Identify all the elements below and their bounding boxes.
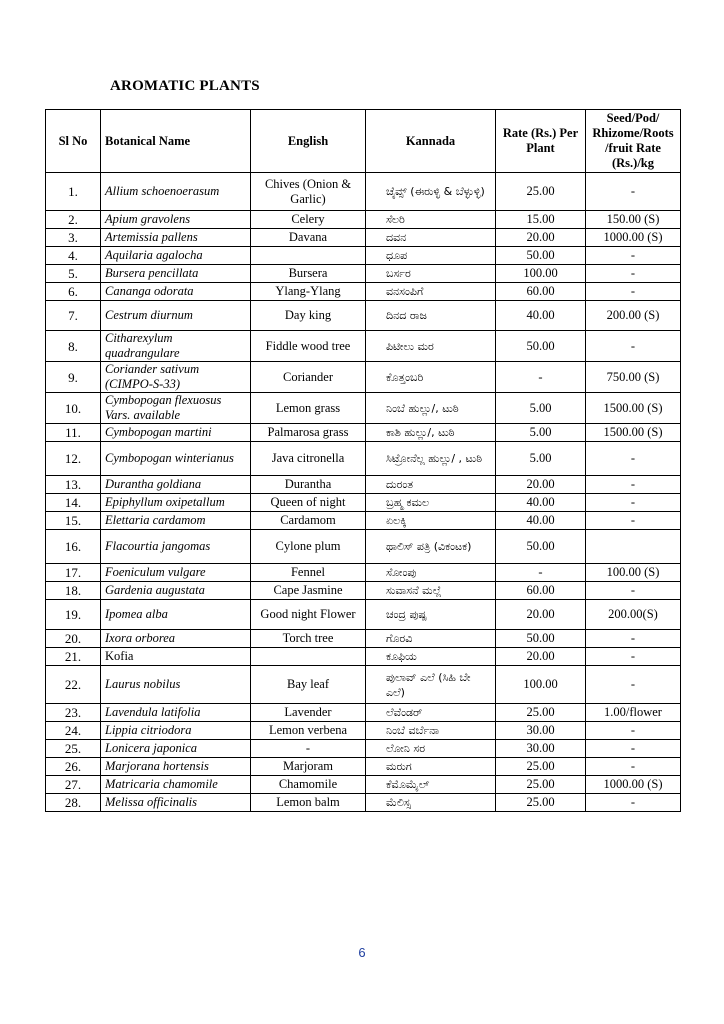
cell-botanical-name: Matricaria chamomile xyxy=(101,776,251,794)
cell-english: Chives (Onion & Garlic) xyxy=(251,173,366,211)
cell-sl-no: 8. xyxy=(46,331,101,362)
cell-botanical-name: Laurus nobilus xyxy=(101,666,251,704)
cell-botanical-name: Marjorana hortensis xyxy=(101,758,251,776)
cell-botanical-name: Lippia citriodora xyxy=(101,722,251,740)
cell-botanical-name: Melissa officinalis xyxy=(101,794,251,812)
table-row xyxy=(46,758,681,776)
cell-sl-no: 15. xyxy=(46,512,101,530)
cell-rate-per-plant: 60.00 xyxy=(496,283,586,301)
table-row xyxy=(46,582,681,600)
cell-seed-rate: 200.00(S) xyxy=(586,600,681,630)
cell-kannada: ಚೈವ್ಸ್ (ಈರುಳ್ಳಿ & ಬೆಳ್ಳುಳ್ಳಿ) xyxy=(366,173,496,211)
table-row xyxy=(46,362,681,393)
cell-kannada: ಪಿಟೀಲು ಮರ xyxy=(366,331,496,362)
cell-botanical-name: Lonicera japonica xyxy=(101,740,251,758)
cell-kannada: ವನಸಂಪಿಗೆ xyxy=(366,283,496,301)
cell-english: Celery xyxy=(251,211,366,229)
cell-english: Day king xyxy=(251,301,366,331)
cell-botanical-name: Gardenia augustata xyxy=(101,582,251,600)
cell-english: Bursera xyxy=(251,265,366,283)
cell-sl-no: 3. xyxy=(46,229,101,247)
cell-rate-per-plant: 50.00 xyxy=(496,247,586,265)
cell-sl-no: 22. xyxy=(46,666,101,704)
cell-rate-per-plant: - xyxy=(496,564,586,582)
cell-botanical-name: Lavendula latifolia xyxy=(101,704,251,722)
table-row xyxy=(46,530,681,564)
cell-sl-no: 7. xyxy=(46,301,101,331)
cell-english: Cardamom xyxy=(251,512,366,530)
cell-rate-per-plant: 60.00 xyxy=(496,582,586,600)
table-row xyxy=(46,494,681,512)
cell-sl-no: 5. xyxy=(46,265,101,283)
table-row xyxy=(46,794,681,812)
cell-sl-no: 9. xyxy=(46,362,101,393)
cell-rate-per-plant: 25.00 xyxy=(496,794,586,812)
header-row xyxy=(46,110,681,173)
cell-sl-no: 21. xyxy=(46,648,101,666)
cell-sl-no: 6. xyxy=(46,283,101,301)
cell-english: Cylone plum xyxy=(251,530,366,564)
cell-sl-no: 4. xyxy=(46,247,101,265)
cell-seed-rate: - xyxy=(586,512,681,530)
cell-seed-rate: - xyxy=(586,331,681,362)
cell-kannada: ಕೊತ್ತಂಬರಿ xyxy=(366,362,496,393)
cell-sl-no: 13. xyxy=(46,476,101,494)
cell-english: Fennel xyxy=(251,564,366,582)
cell-english: Palmarosa grass xyxy=(251,424,366,442)
table-row xyxy=(46,247,681,265)
cell-kannada: ನಿಂಬೆ ವರ್ಬೆನಾ xyxy=(366,722,496,740)
cell-english: Fiddle wood tree xyxy=(251,331,366,362)
table-row xyxy=(46,512,681,530)
table-row xyxy=(46,211,681,229)
cell-seed-rate: - xyxy=(586,740,681,758)
cell-seed-rate xyxy=(586,530,681,564)
table-row xyxy=(46,648,681,666)
cell-english: Lavender xyxy=(251,704,366,722)
cell-english: Lemon grass xyxy=(251,393,366,424)
cell-botanical-name: Cymbopogan winterianus xyxy=(101,442,251,476)
cell-sl-no: 20. xyxy=(46,630,101,648)
cell-seed-rate: - xyxy=(586,247,681,265)
cell-rate-per-plant: 20.00 xyxy=(496,648,586,666)
cell-english: Lemon verbena xyxy=(251,722,366,740)
cell-kannada: ಸಿಟ್ರೋನೆಲ್ಲ ಹುಲ್ಲು/ , ಟುಠಿ xyxy=(366,442,496,476)
cell-botanical-name: Foeniculum vulgare xyxy=(101,564,251,582)
cell-rate-per-plant: 25.00 xyxy=(496,173,586,211)
cell-rate-per-plant: 25.00 xyxy=(496,758,586,776)
cell-english: Cape Jasmine xyxy=(251,582,366,600)
cell-seed-rate: - xyxy=(586,283,681,301)
cell-english: Durantha xyxy=(251,476,366,494)
cell-kannada: ಲೋನಿ ಸರ xyxy=(366,740,496,758)
cell-kannada: ಮೆಲಿಸ್ಸ xyxy=(366,794,496,812)
cell-seed-rate: 200.00 (S) xyxy=(586,301,681,331)
table-row xyxy=(46,331,681,362)
table-row xyxy=(46,476,681,494)
cell-sl-no: 17. xyxy=(46,564,101,582)
cell-kannada: ಧೂಪ xyxy=(366,247,496,265)
table-row xyxy=(46,722,681,740)
cell-botanical-name: Cymbopogan martini xyxy=(101,424,251,442)
cell-english: Marjoram xyxy=(251,758,366,776)
cell-kannada: ಕಾಶಿ ಹುಲ್ಲು/, ಟುಠಿ xyxy=(366,424,496,442)
cell-kannada: ಗೊರವಿ xyxy=(366,630,496,648)
cell-sl-no: 28. xyxy=(46,794,101,812)
cell-botanical-name: Cananga odorata xyxy=(101,283,251,301)
cell-sl-no: 11. xyxy=(46,424,101,442)
cell-seed-rate: - xyxy=(586,173,681,211)
cell-kannada: ಮರುಗ xyxy=(366,758,496,776)
cell-rate-per-plant: 5.00 xyxy=(496,393,586,424)
cell-sl-no: 27. xyxy=(46,776,101,794)
header-seed-rate: Seed/Pod/ Rhizome/Roots /fruit Rate (Rs.)/kg xyxy=(586,110,681,173)
cell-botanical-name: Citharexylum quadrangulare xyxy=(101,331,251,362)
cell-botanical-name: Cymbopogan flexuosus Vars. available xyxy=(101,393,251,424)
cell-seed-rate: - xyxy=(586,265,681,283)
cell-seed-rate: 1.00/flower xyxy=(586,704,681,722)
cell-seed-rate: 1000.00 (S) xyxy=(586,229,681,247)
header-sl-no: Sl No xyxy=(46,110,101,173)
cell-english xyxy=(251,648,366,666)
cell-rate-per-plant: 25.00 xyxy=(496,776,586,794)
cell-kannada: ಸೋಂಪು xyxy=(366,564,496,582)
cell-botanical-name: Cestrum diurnum xyxy=(101,301,251,331)
table-row xyxy=(46,301,681,331)
cell-english: Ylang-Ylang xyxy=(251,283,366,301)
cell-english: Torch tree xyxy=(251,630,366,648)
cell-seed-rate: - xyxy=(586,442,681,476)
cell-seed-rate: - xyxy=(586,494,681,512)
cell-kannada: ದವನ xyxy=(366,229,496,247)
cell-sl-no: 23. xyxy=(46,704,101,722)
table-row xyxy=(46,564,681,582)
cell-seed-rate: - xyxy=(586,630,681,648)
cell-kannada: ನಿಂಬೆ ಹುಲ್ಲು/, ಟುಠಿ xyxy=(366,393,496,424)
cell-rate-per-plant: 5.00 xyxy=(496,424,586,442)
cell-kannada: ಚಂದ್ರ ಪುಷ್ಪ xyxy=(366,600,496,630)
cell-botanical-name: Artemissia pallens xyxy=(101,229,251,247)
cell-botanical-name: Aquilaria agalocha xyxy=(101,247,251,265)
page-number: 6 xyxy=(358,945,366,960)
cell-kannada: ಸೆಲರಿ xyxy=(366,211,496,229)
cell-botanical-name: Epiphyllum oxipetallum xyxy=(101,494,251,512)
cell-botanical-name: Apium gravolens xyxy=(101,211,251,229)
cell-kannada: ಪುಲಾವ್ ಎಲೆ (ಸಿಹಿ ಬೇ ಎಲೆ) xyxy=(366,666,496,704)
cell-rate-per-plant: 40.00 xyxy=(496,494,586,512)
cell-seed-rate: 150.00 (S) xyxy=(586,211,681,229)
cell-english: Java citronella xyxy=(251,442,366,476)
cell-kannada: ಬ್ರಹ್ಮ ಕಮಲ xyxy=(366,494,496,512)
cell-english xyxy=(251,247,366,265)
cell-sl-no: 18. xyxy=(46,582,101,600)
cell-seed-rate: - xyxy=(586,666,681,704)
cell-english: Queen of night xyxy=(251,494,366,512)
table-body xyxy=(46,173,681,812)
cell-sl-no: 19. xyxy=(46,600,101,630)
cell-english: Davana xyxy=(251,229,366,247)
cell-rate-per-plant: 20.00 xyxy=(496,476,586,494)
header-english: English xyxy=(251,110,366,173)
cell-rate-per-plant: 50.00 xyxy=(496,530,586,564)
cell-seed-rate: - xyxy=(586,722,681,740)
cell-kannada: ಲೆವೆಂಡರ್ xyxy=(366,704,496,722)
header-botanical-name: Botanical Name xyxy=(101,110,251,173)
table-header xyxy=(46,110,681,173)
cell-kannada: ಥಾಲಿಸ್ ಪತ್ರಿ (ವಿಕಂಟಕ) xyxy=(366,530,496,564)
table-row xyxy=(46,776,681,794)
header-rate-per-plant: Rate (Rs.) Per Plant xyxy=(496,110,586,173)
table-row xyxy=(46,173,681,211)
table-row xyxy=(46,740,681,758)
cell-english: Chamomile xyxy=(251,776,366,794)
table-row xyxy=(46,600,681,630)
table-row xyxy=(46,393,681,424)
table-row xyxy=(46,424,681,442)
cell-kannada: ದಿನದ ರಾಜ xyxy=(366,301,496,331)
cell-rate-per-plant: 50.00 xyxy=(496,331,586,362)
cell-sl-no: 10. xyxy=(46,393,101,424)
cell-sl-no: 26. xyxy=(46,758,101,776)
cell-english: - xyxy=(251,740,366,758)
cell-seed-rate: 1500.00 (S) xyxy=(586,424,681,442)
cell-botanical-name: Ixora orborea xyxy=(101,630,251,648)
table-row xyxy=(46,630,681,648)
table-row xyxy=(46,666,681,704)
cell-rate-per-plant: 25.00 xyxy=(496,704,586,722)
cell-kannada: ಏಲಕ್ಕಿ xyxy=(366,512,496,530)
cell-english: Coriander xyxy=(251,362,366,393)
cell-botanical-name: Ipomea alba xyxy=(101,600,251,630)
cell-kannada: ಸುವಾಸನೆ ಮಲ್ಲೆ xyxy=(366,582,496,600)
cell-rate-per-plant: 100.00 xyxy=(496,265,586,283)
cell-english: Good night Flower xyxy=(251,600,366,630)
table-row xyxy=(46,442,681,476)
page-title: AROMATIC PLANTS xyxy=(110,78,260,94)
cell-rate-per-plant: - xyxy=(496,362,586,393)
cell-sl-no: 25. xyxy=(46,740,101,758)
cell-seed-rate: 1500.00 (S) xyxy=(586,393,681,424)
cell-sl-no: 12. xyxy=(46,442,101,476)
cell-kannada: ಕೂಫಿಯ xyxy=(366,648,496,666)
cell-botanical-name: Coriander sativum (CIMPO-S-33) xyxy=(101,362,251,393)
cell-botanical-name: Bursera pencillata xyxy=(101,265,251,283)
table-row xyxy=(46,704,681,722)
cell-rate-per-plant: 30.00 xyxy=(496,740,586,758)
cell-botanical-name: Elettaria cardamom xyxy=(101,512,251,530)
cell-seed-rate: - xyxy=(586,582,681,600)
table-row xyxy=(46,283,681,301)
cell-rate-per-plant: 50.00 xyxy=(496,630,586,648)
cell-botanical-name: Allium schoenoerasum xyxy=(101,173,251,211)
cell-sl-no: 24. xyxy=(46,722,101,740)
cell-botanical-name: Kofia xyxy=(101,648,251,666)
cell-sl-no: 2. xyxy=(46,211,101,229)
cell-english: Lemon balm xyxy=(251,794,366,812)
table-row xyxy=(46,229,681,247)
cell-rate-per-plant: 20.00 xyxy=(496,600,586,630)
cell-rate-per-plant: 40.00 xyxy=(496,512,586,530)
cell-rate-per-plant: 40.00 xyxy=(496,301,586,331)
cell-rate-per-plant: 30.00 xyxy=(496,722,586,740)
cell-rate-per-plant: 20.00 xyxy=(496,229,586,247)
cell-seed-rate: - xyxy=(586,758,681,776)
cell-botanical-name: Durantha goldiana xyxy=(101,476,251,494)
table-row xyxy=(46,265,681,283)
cell-rate-per-plant: 5.00 xyxy=(496,442,586,476)
cell-sl-no: 14. xyxy=(46,494,101,512)
cell-seed-rate: 1000.00 (S) xyxy=(586,776,681,794)
cell-rate-per-plant: 100.00 xyxy=(496,666,586,704)
cell-english: Bay leaf xyxy=(251,666,366,704)
cell-seed-rate: - xyxy=(586,476,681,494)
cell-botanical-name: Flacourtia jangomas xyxy=(101,530,251,564)
cell-kannada: ದುರಂತ xyxy=(366,476,496,494)
cell-sl-no: 1. xyxy=(46,173,101,211)
cell-seed-rate: 100.00 (S) xyxy=(586,564,681,582)
cell-seed-rate: 750.00 (S) xyxy=(586,362,681,393)
cell-kannada: ಬರ್ಸರ xyxy=(366,265,496,283)
cell-sl-no: 16. xyxy=(46,530,101,564)
cell-seed-rate: - xyxy=(586,648,681,666)
cell-kannada: ಕೆಮೊಮೈಲ್ xyxy=(366,776,496,794)
header-kannada: Kannada xyxy=(366,110,496,173)
cell-rate-per-plant: 15.00 xyxy=(496,211,586,229)
cell-seed-rate: - xyxy=(586,794,681,812)
aromatic-plants-table xyxy=(45,109,681,812)
